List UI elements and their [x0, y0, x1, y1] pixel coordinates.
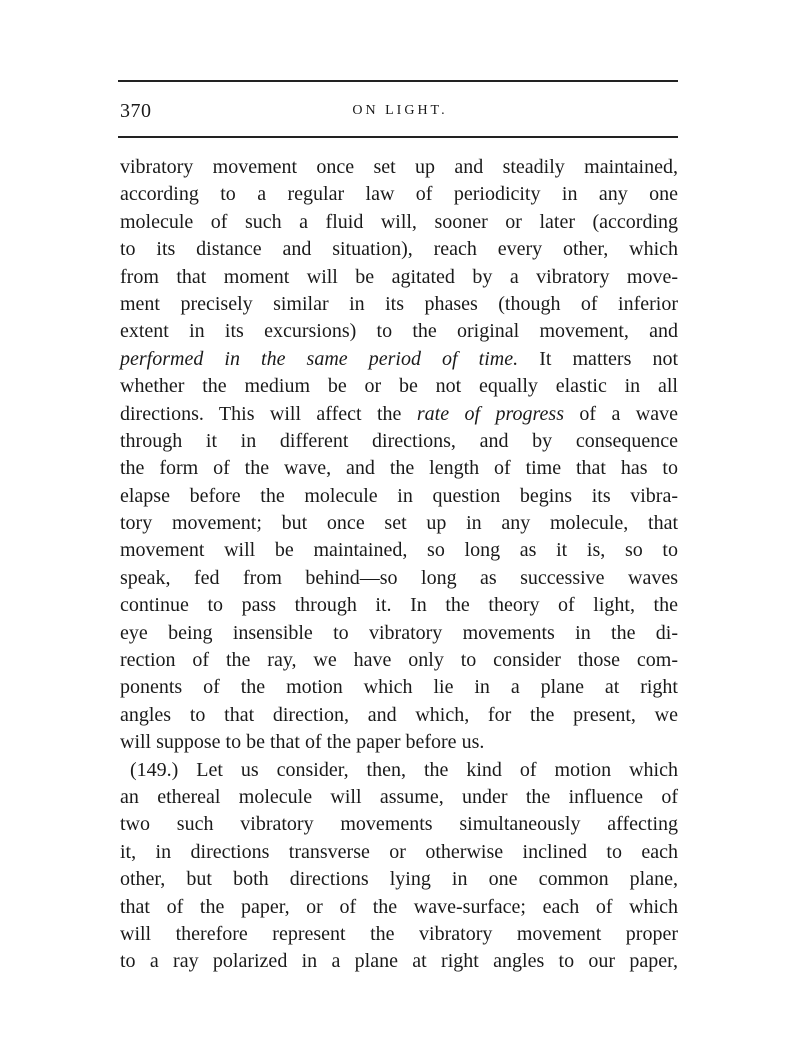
text-segment: vibratory movement once set up and steadily maintained,	[120, 156, 678, 178]
text-line	[120, 784, 678, 811]
text-segment: movement will be maintained, so long as it is, so to	[120, 539, 678, 562]
text-line	[120, 455, 678, 482]
text-line	[120, 729, 678, 756]
header-bottom-rule	[118, 136, 678, 138]
text-line	[120, 537, 678, 564]
text-segment: it, in directions transverse or otherwise inclined to each	[120, 840, 678, 863]
text-segment: eye being insensible to vibratory movements in the di-	[120, 621, 678, 644]
text-segment: directions. This will affect the	[120, 402, 417, 425]
text-segment: tory movement; but once set up in any molecule, that	[120, 512, 678, 535]
text-line	[120, 702, 678, 729]
text-segment: the form of the wave, and the length of time that has to	[120, 457, 678, 480]
text-line	[120, 181, 678, 208]
text-segment: two such vibratory movements simultaneously affecting	[120, 813, 678, 836]
text-line	[120, 346, 678, 373]
text-line	[120, 401, 678, 428]
text-segment: an ethereal molecule will assume, under the influence of	[120, 785, 678, 808]
text-segment: ment precisely similar in its phases (though of inferior	[120, 292, 678, 315]
text-segment: (149.) Let us consider, then, the kind of motion which	[130, 758, 678, 781]
text-line	[120, 811, 678, 838]
text-segment: angles to that direction, and which, for the present, we	[120, 703, 678, 726]
text-line	[120, 948, 678, 975]
text-segment: will suppose to be that of the paper before us.	[120, 731, 485, 754]
text-line	[120, 154, 678, 181]
text-segment: speak, fed from behind—so long as successive waves	[120, 566, 678, 589]
text-segment: will therefore represent the vibratory movement proper	[120, 922, 678, 945]
text-line	[120, 291, 678, 318]
text-segment: of a wave	[564, 402, 678, 425]
text-line	[120, 373, 678, 400]
text-segment: ponents of the motion which lie in a plane at right	[120, 676, 678, 699]
text-segment: whether the medium be or be not equally elastic in all	[120, 375, 678, 398]
text-line	[120, 894, 678, 921]
text-segment: according to a regular law of periodicity in any one	[120, 183, 678, 206]
text-segment: molecule of such a fluid will, sooner or later (according	[120, 210, 678, 233]
running-head: ON LIGHT.	[352, 103, 448, 118]
text-line	[120, 565, 678, 592]
text-segment: that of the paper, or of the wave-surface; each of which	[120, 895, 678, 918]
text-segment: to a ray polarized in a plane at right angles to our paper,	[120, 950, 678, 973]
text-segment: extent in its excursions) to the original movement, and	[120, 320, 678, 343]
text-line	[120, 510, 678, 537]
text-segment: to its distance and situation), reach every other, which	[120, 238, 678, 261]
header-top-rule	[118, 80, 678, 82]
text-line	[120, 428, 678, 455]
body-text	[120, 154, 678, 976]
text-line	[120, 674, 678, 701]
text-line	[120, 264, 678, 291]
text-segment: through it in different directions, and by consequence	[120, 429, 678, 452]
text-line	[120, 866, 678, 893]
text-line	[120, 921, 678, 948]
text-line	[120, 592, 678, 619]
italic-text: rate of progress	[416, 402, 564, 425]
text-line	[120, 209, 678, 236]
text-line	[120, 483, 678, 510]
page-number: 370	[120, 100, 152, 122]
italic-text: performed in the same period of time.	[120, 347, 519, 370]
text-line	[120, 236, 678, 263]
text-segment: from that moment will be agitated by a vibratory move-	[120, 265, 678, 288]
text-segment: other, but both directions lying in one common plane,	[120, 868, 678, 891]
text-line	[120, 620, 678, 647]
text-segment: rection of the ray, we have only to consider those com-	[120, 649, 678, 672]
text-line	[120, 839, 678, 866]
text-segment: elapse before the molecule in question begins its vibra-	[120, 484, 678, 507]
text-line	[120, 757, 678, 784]
text-segment: It matters not	[518, 347, 679, 370]
text-segment: continue to pass through it. In the theory of light, the	[120, 594, 678, 617]
text-line	[120, 318, 678, 345]
text-line	[120, 647, 678, 674]
